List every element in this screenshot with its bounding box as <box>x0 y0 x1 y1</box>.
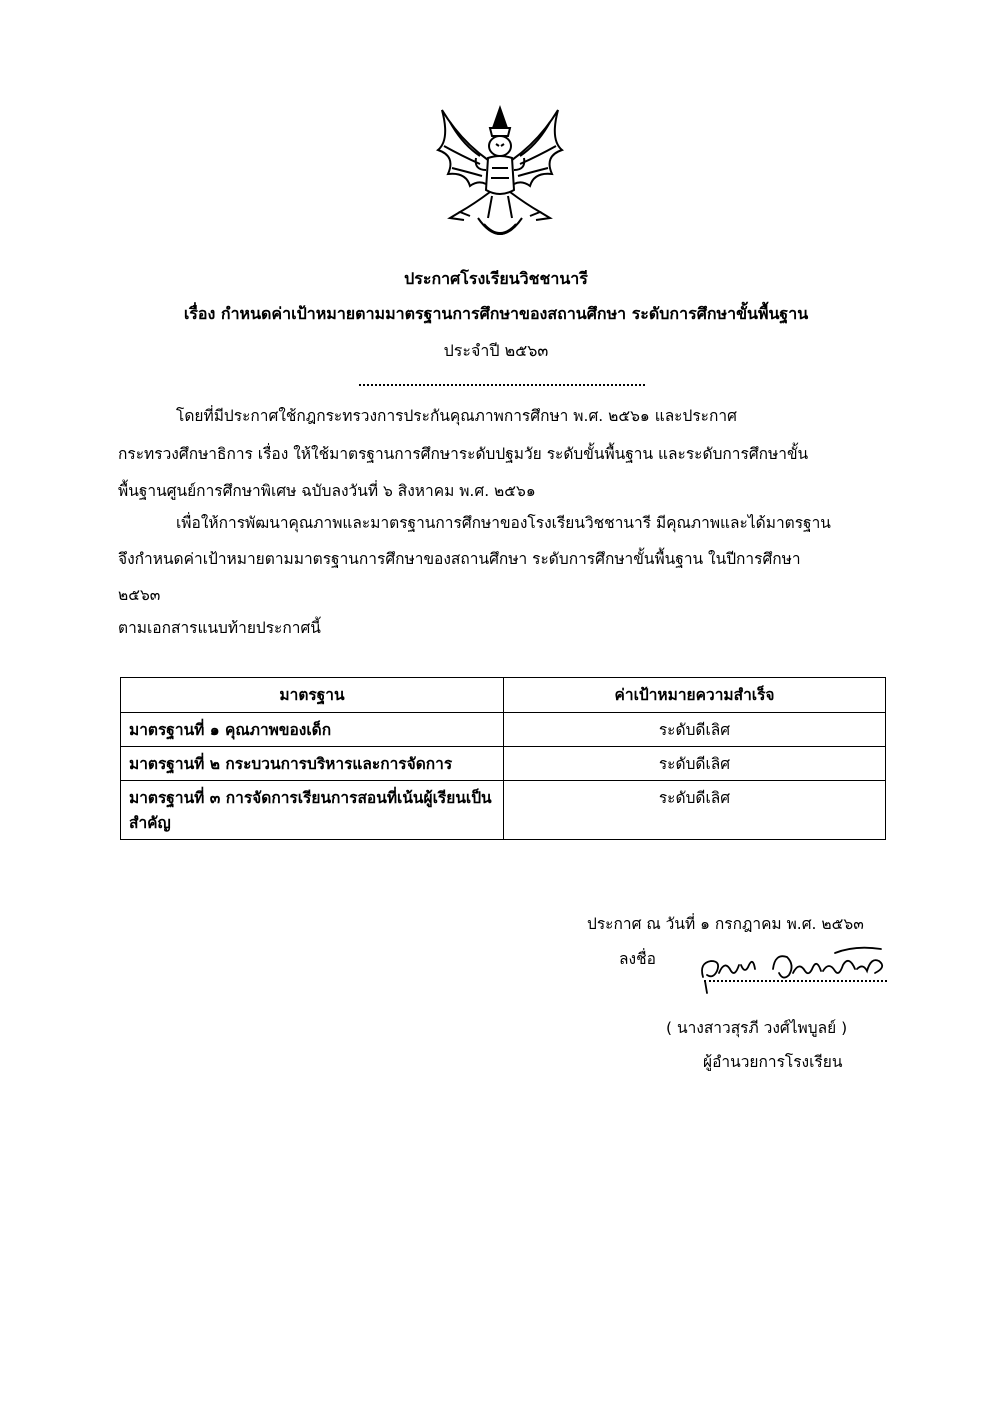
target-cell: ระดับดีเลิศ <box>504 781 886 840</box>
body-line-7: ตามเอกสารแนบท้ายประกาศนี้ <box>118 619 321 637</box>
sign-label: ลงชื่อ <box>619 950 656 968</box>
handwritten-signature <box>695 935 895 995</box>
signer-position: ผู้อำนวยการโรงเรียน <box>703 1053 843 1071</box>
target-cell: ระดับดีเลิศ <box>504 747 886 781</box>
standard-cell: มาตรฐานที่ ๓ การจัดการเรียนการสอนที่เน้นผู้เรียนเป็นสำคัญ <box>121 781 504 840</box>
header-standard: มาตรฐาน <box>121 678 504 713</box>
standard-cell: มาตรฐานที่ ๒ กระบวนการบริหารและการจัดการ <box>121 747 504 781</box>
announcement-subject: เรื่อง กำหนดค่าเป้าหมายตามมาตรฐานการศึกษาของสถานศึกษา ระดับการศึกษาขั้นพื้นฐาน <box>183 304 809 323</box>
standard-cell: มาตรฐานที่ ๑ คุณภาพของเด็ก <box>121 713 504 747</box>
standards-table <box>120 677 886 840</box>
announcement-title: ประกาศโรงเรียนวิชชานารี <box>404 269 588 288</box>
garuda-emblem-icon <box>430 100 570 252</box>
header-target: ค่าเป้าหมายความสำเร็จ <box>504 678 886 713</box>
body-line-3: พื้นฐานศูนย์การศึกษาพิเศษ ฉบับลงวันที่ ๖ สิงหาคม พ.ศ. ๒๕๖๑ <box>118 482 536 500</box>
table-row <box>121 781 886 840</box>
body-line-4: เพื่อให้การพัฒนาคุณภาพและมาตรฐานการศึกษาของโรงเรียนวิชชานารี มีคุณภาพและได้มาตรฐาน <box>176 514 831 532</box>
body-line-1: โดยที่มีประกาศใช้กฎกระทรวงการประกันคุณภาพการศึกษา พ.ศ. ๒๕๖๑ และประกาศ <box>176 407 737 425</box>
announcement-date: ประกาศ ณ วันที่ ๑ กรกฎาคม พ.ศ. ๒๕๖๓ <box>587 915 864 933</box>
body-line-2: กระทรวงศึกษาธิการ เรื่อง ให้ใช้มาตรฐานการศึกษาระดับปฐมวัย ระดับขั้นพื้นฐาน และระดับการศึกษาขั้น <box>118 445 809 463</box>
signature-dotted-line <box>704 980 887 982</box>
dotted-separator <box>359 384 645 386</box>
table-header-row <box>121 678 886 713</box>
body-line-6: ๒๕๖๓ <box>118 586 161 604</box>
signer-name: ( นางสาวสุรภี วงศ์ไพบูลย์ ) <box>666 1019 848 1037</box>
table-row <box>121 713 886 747</box>
table-row <box>121 747 886 781</box>
body-line-5: จึงกำหนดค่าเป้าหมายตามมาตรฐานการศึกษาของสถานศึกษา ระดับการศึกษาขั้นพื้นฐาน ในปีการศึกษา <box>118 550 801 568</box>
announcement-year: ประจำปี ๒๕๖๓ <box>443 341 549 360</box>
target-cell: ระดับดีเลิศ <box>504 713 886 747</box>
